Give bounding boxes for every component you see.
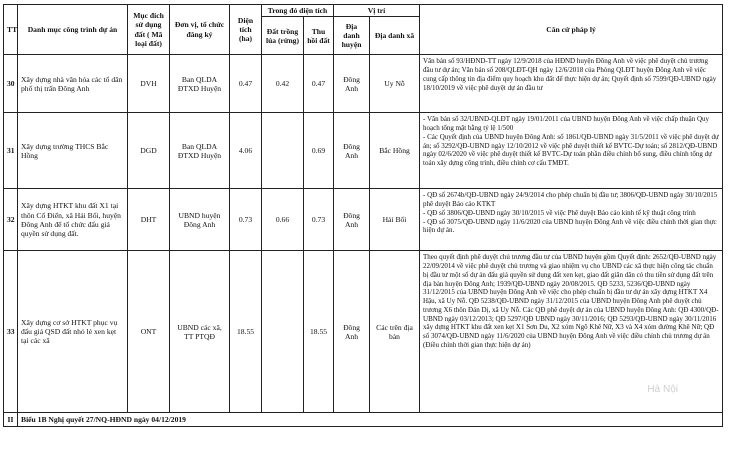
row-rice (262, 251, 304, 413)
header-unit: Đơn vị, tổ chức đăng ký (170, 5, 230, 55)
row-legal (420, 55, 723, 113)
document-page (3, 4, 725, 460)
row-district: Đông Anh (334, 55, 370, 113)
row-name: Xây dựng HTKT khu đất X1 tại thôn Cổ Điển, xã Hải Bối, huyện Đông Anh để tổ chức đấu giá quyền sử dụng đất. (18, 189, 128, 251)
table-row (4, 251, 723, 413)
row-legal (420, 113, 723, 189)
section-roman: II (4, 413, 18, 427)
row-rice: 0.66 (262, 189, 304, 251)
row-area: 18.55 (230, 251, 262, 413)
row-unit: UBND các xã, TT PTQĐ (170, 251, 230, 413)
row-district: Đông Anh (334, 189, 370, 251)
header-tt: TT (4, 5, 18, 55)
table-row (4, 113, 723, 189)
legal-line: - QĐ số 3075/QĐ-UBND ngày 11/6/2020 của UBND huyện Đông Anh về việc điều chỉnh thời gian thực hiện dự án. (423, 217, 717, 235)
row-code: DGD (128, 113, 170, 189)
header-of-which: Trong đó diện tích (262, 5, 334, 17)
legal-line: Theo quyết định phê duyệt chủ trương đầu tư của UBND huyện gồm Quyết định: 2652/QĐ-UBND ngày 22/09/2014 về việc phê duyệt chủ trương và giao nhiệm vụ cho UBND các xã thực hiện công tác chuẩn bị đầu tư một số dự án đấu giá quyền sử dụng đất xen kẹt, giao đất giãn dân có thu tiền sử dụng đất trên địa bàn huyện Đông Anh; 1939/QĐ-UBND ngày 20/08/2015. QĐ 5233, 5236/QĐ-UBND ngày 31/12/2015 của UBND huyện Đông Anh về việc cho phép chuẩn bị đầu tư dự án xây dựng HTKT X4 Hậu, xã Uy Nỗ. QĐ 5238/QĐ-UBND ngày 31/12/2015 của UBND huyện Đông Anh phê duyệt chủ trương X6 thôn Đản Dị, xã Uy Nỗ. Các QĐ phê duyệt dự án của UBND huyện Đông Anh: QĐ 4300/QĐ-UBND ngày 03/12/2013; QĐ 5297/QĐ UBND ngày 30/11/2016; QĐ 5293/QĐ-UBND ngày 30/11/2016 xây dựng HTKT khu đất xen kẹt X1 Sơn Du, X2 xóm Ngõ Khê Nữ, X3 và X4 xóm đường Khê Nữ; QĐ số 3074/QĐ-UBND ngày 11/6/2020 của UBND huyện Đông Anh về việc điều chỉnh chủ trương dự án (Điều chỉnh thời gian thực hiện dự án) (423, 253, 719, 349)
row-tt: 31 (4, 113, 18, 189)
row-commune: Hải Bối (370, 189, 420, 251)
row-name: Xây dựng trường THCS Bắc Hồng (18, 113, 128, 189)
legal-line: - QĐ số 3806/QĐ-UBND ngày 30/10/2015 về việc Phê duyệt Báo cáo kinh tế kỹ thuật công trình (423, 208, 696, 217)
row-legal (420, 189, 723, 251)
row-unit: Ban QLDA ĐTXD Huyện (170, 113, 230, 189)
row-code: DHT (128, 189, 170, 251)
legal-line: - QĐ số 2674b/QĐ-UBND ngày 24/9/2014 cho phép chuẩn bị đầu tư; 3806/QĐ-UBND ngày 30/10/2015 phê duyệt Báo cáo KTKT (423, 191, 718, 208)
project-table (3, 4, 723, 427)
row-recovered: 18.55 (304, 251, 334, 413)
row-area: 4.06 (230, 113, 262, 189)
row-commune: Uy Nỗ (370, 55, 420, 113)
row-tt: 32 (4, 189, 18, 251)
row-recovered: 0.69 (304, 113, 334, 189)
header-commune: Địa danh xã (370, 17, 420, 55)
header-location: Vị trí (334, 5, 420, 17)
row-rice: 0.42 (262, 55, 304, 113)
section-row (4, 413, 723, 427)
row-code: DVH (128, 55, 170, 113)
header-recovered: Thu hồi đất (304, 17, 334, 55)
row-district: Đông Anh (334, 251, 370, 413)
header-area: Diện tích (ha) (230, 5, 262, 55)
row-name: Xây dựng cơ sở HTKT phục vụ đấu giá QSD đất nhỏ lẻ xen kẹt tại các xã (18, 251, 128, 413)
row-unit: Ban QLDA ĐTXD Huyện (170, 55, 230, 113)
row-code: ONT (128, 251, 170, 413)
row-commune: Các trên địa bàn (370, 251, 420, 413)
header-district: Địa danh huyện (334, 17, 370, 55)
row-commune: Bắc Hồng (370, 113, 420, 189)
row-recovered: 0.73 (304, 189, 334, 251)
header-legal-basis: Căn cứ pháp lý (420, 5, 723, 55)
header-rice-land: Đất trồng lúa (rừng) (262, 17, 304, 55)
row-unit: UBND huyện Đông Anh (170, 189, 230, 251)
legal-line: Văn bản số 93/HĐND-TT ngày 12/9/2018 của HĐND huyện Đông Anh về việc phê duyệt chủ trương đầu tư dự án; Văn bản số 208/QLĐT-QH ngày 12/6/2018 của Phòng QLĐT huyện Đông Anh về việc cung cấp thông tin địa điểm quy hoạch khu đất để thực hiện dự án; Quyết định số 7599/QĐ-UBND ngày 18/10/2019 về việc phê duyệt dự án đầu tư (423, 57, 717, 92)
row-area: 0.47 (230, 55, 262, 113)
row-tt: 33 (4, 251, 18, 413)
row-district: Đông Anh (334, 113, 370, 189)
header-project-list: Danh mục công trình dự án (18, 5, 128, 55)
row-tt: 30 (4, 55, 18, 113)
header-purpose: Mục đích sử dụng đất ( Mã loại đất) (128, 5, 170, 55)
legal-line: - Các Quyết định của UBND huyện Đông Anh: số 1861/QĐ-UBND ngày 31/5/2011 về việc phê duyệt dự án; số 3292/QĐ-UBND ngày 12/10/2012 về việc phê duyệt thiết kế BVTC-Dự toán; số 2812/QĐ-UBND ngày 02/6/2020 về việc phê duyệt thiết kế BVTC-Dự toán phần điều chỉnh bổ sung, điều chỉnh tổng dự toán xây dựng công trình, điều chỉnh cơ cấu TMĐT. (423, 132, 719, 167)
row-rice (262, 113, 304, 189)
watermark: Hà Nội (647, 384, 678, 395)
table-row (4, 55, 723, 113)
row-area: 0.73 (230, 189, 262, 251)
row-recovered: 0.47 (304, 55, 334, 113)
section-title: Biểu 1B Nghị quyết 27/NQ-HĐND ngày 04/12/2019 (18, 413, 723, 427)
row-name: Xây dựng nhà văn hóa các tổ dân phố thị trấn Đông Anh (18, 55, 128, 113)
legal-line: - Văn bản số 32/UBND-QLĐT ngày 19/01/2011 của UBND huyện Đông Anh về việc chấp thuận Quy hoạch tổng mặt bằng tỷ lệ 1/500 (423, 115, 710, 132)
table-row (4, 189, 723, 251)
